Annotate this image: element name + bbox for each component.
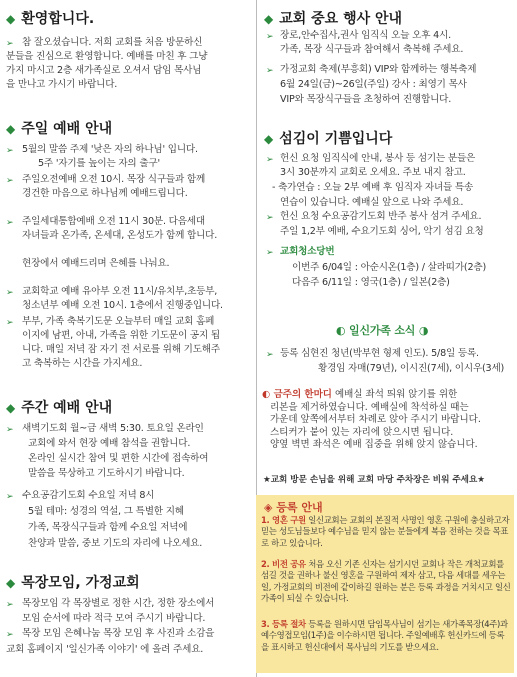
arrow-icon: ➢ (266, 213, 274, 223)
registration-box (256, 495, 514, 673)
notice-line: 예배실 좌석 띄워 앉기를 위한 (335, 389, 458, 400)
weekday-title: ◆ 주간 예배 안내 (6, 400, 113, 416)
family-news-line: 황경임 자매(79년), 이시진(7세), 이시우(3세) (318, 363, 505, 374)
events-title: ◆ 교회 중요 행사 안내 (264, 11, 403, 27)
notice-line: 스티커가 붙어 있는 자리에 앉으시면 됩니다. (270, 426, 454, 438)
welcome-line: 분들을 진심으로 환영합니다. 예배를 마친 후 그냥 (6, 51, 208, 62)
welcome-line: 참 잘오셨습니다. 저희 교회를 처음 방문하신 (22, 37, 203, 48)
arrow-icon: ➢ (266, 350, 274, 360)
weekday-line: 교회에 와서 현장 예배 참석을 권합니다. (28, 438, 191, 449)
events-line: 가정교회 축제(부흥회) VIP와 함께하는 행복축제 (280, 64, 477, 75)
weekday-line: 가족, 목장식구들과 함께 수요일 저녁에 (28, 522, 188, 533)
arrow-icon: ➢ (6, 630, 14, 640)
arrow-icon: ➢ (6, 492, 14, 502)
diamond-icon: ◆ (264, 12, 274, 26)
diamond-icon: ◆ (6, 576, 16, 590)
events-line: VIP와 목장식구들을 초청하여 진행합니다. (280, 94, 452, 105)
diamond-icon: ◆ (6, 401, 16, 415)
mokjang-title: ◆ 목장모임, 가정교회 (6, 575, 140, 591)
sunday-line: 교회학교 예배 유아부 오전 11시/유치부,초등부, (22, 286, 218, 297)
mokjang-line: 모임 순서에 따라 적극 모여 주시기 바랍니다. (22, 613, 206, 624)
events-line: 6월 24일(금)~26일(주일) 강사 : 최영기 목사 (280, 79, 467, 90)
welcome-line: 가지 마시고 2층 새가족실로 오셔서 담임 목사님 (6, 65, 202, 76)
family-news-title: ◐ 일신가족 소식 ◑ (336, 324, 429, 337)
arrow-icon: ➢ (266, 66, 274, 76)
sunday-line: 경건한 마음으로 하나님께 예배드립니다. (22, 188, 188, 199)
arrow-icon: ➢ (6, 146, 14, 156)
sunday-line: 주일오전예배 오전 10시. 목장 식구들과 함께 (22, 174, 206, 185)
serving-line: 이번주 6/04일 : 아순시온(1층) / 살라띠가(2층) (292, 262, 486, 273)
parking-note: ★교회 방문 손님을 위해 교회 마당 주차장은 비워 주세요★ (263, 475, 485, 485)
weekday-line: 새벽기도회 월~금 새벽 5:30. 토요일 온라인 (22, 423, 204, 434)
arrow-icon: ➢ (6, 218, 14, 228)
diamond-icon: ◆ (264, 132, 274, 146)
sunday-line: 5주 '자기를 높이는 자의 출구' (38, 158, 160, 169)
registration-title: ◈ 등록 안내 (264, 501, 323, 514)
events-line: 가족, 목장 식구들과 참여해서 축복해 주세요. (280, 44, 464, 55)
arrow-icon: ➢ (6, 288, 14, 298)
sunday-line: 현장에서 예배드리며 은혜를 나눠요. (22, 258, 170, 269)
sunday-line: 주일세대통합예배 오전 11시 30분. 다음세대 (22, 216, 205, 227)
mokjang-line: 목장 모임 은혜나눔 목장 모임 후 사진과 소감을 (22, 628, 215, 639)
weekday-line: 수요공감기도회 수요일 저녁 8시 (22, 490, 155, 501)
registration-paragraph: 2. 비전 공유 처음 오신 기존 신자는 섬기시던 교회나 작은 개척교회를 섬길 것을 권하나 불신 영혼을 구원하여 제자 삼고, 다음 세대를 세우는 일, 가정교회의 비전에 같이하길 원하는 분은 등록 과정을 거치시고 일신가족이 되실 수 있습니다. (261, 559, 511, 604)
weekday-line: 말씀을 묵상하고 기도하시기 바랍니다. (28, 468, 185, 479)
notice-heading: ◐ 금주의 한마디 (262, 389, 332, 400)
family-news-line: 등록 심현진 청년(박부현 형제 인도). 5/8일 등록. (280, 348, 479, 359)
serving-line: 3시 30분까지 교회로 오세요. 주보 내지 참고. (280, 167, 466, 178)
arrow-icon: ➢ (266, 248, 274, 258)
notice-line: 리본을 제거하였습니다. 예배실에 착석하실 때는 (270, 401, 469, 413)
arrow-icon: ➢ (266, 155, 274, 165)
serving-line: 다음주 6/11일 : 영국(1층) / 일본(2층) (292, 277, 450, 288)
notice-line: 양옆 벽면 좌석은 예배 집중을 위해 앉지 않습니다. (270, 439, 478, 450)
weekday-line: 5월 테마: 성경의 역설, 그 특별한 지혜 (28, 506, 184, 517)
arrow-icon: ➢ (6, 425, 14, 435)
sunday-line: 청소년부 예배 오전 10시. 1층에서 진행중입니다. (22, 300, 223, 311)
sunday-line: 니다. 매일 저녁 잠 자기 전 서로를 위해 기도해주 (22, 344, 220, 355)
events-line: 장로,안수집사,권사 임직식 오늘 오후 4시. (280, 30, 451, 41)
serving-line: 헌신 요청 수요공감기도회 반주 봉사 섬겨 주세요. (280, 211, 482, 222)
serving-line: 연습이 있습니다. 예배실 앞으로 나와 주세요. (280, 197, 464, 208)
registration-paragraph: 3. 등록 절차 등록을 원하시면 담임목사님이 섬기는 새가족목장(4주)과 예수영접모임(1주)을 이수하시면 됩니다. 주일예배후 헌신카드에 등록을 표시하고 헌신대에서 목사님의 기도를 받으세요. (261, 619, 508, 652)
arrow-icon: ➢ (6, 176, 14, 186)
serving-line: 주일 1,2부 예배, 수요기도회 싱어, 악기 섬김 요청 (280, 226, 484, 237)
arrow-icon: ➢ (6, 39, 14, 49)
serving-line: 교회청소당번 (280, 246, 335, 257)
arrow-icon: ➢ (266, 32, 274, 42)
mokjang-line: 교회 홈페이지 '일신가족 이야기' 에 올려 주세요. (6, 644, 204, 655)
weekday-line: 찬양과 말씀, 중보 기도의 자리에 나오세요. (28, 538, 203, 549)
weekly-notice (262, 389, 512, 461)
sunday-line: 이지에 남편, 아내, 가족을 위한 기도문이 공지 됩 (22, 330, 220, 341)
sunday-line: 자녀들과 온가족, 온세대, 온성도가 함께 합니다. (22, 230, 218, 241)
sunday-line: 부부, 가족 축복기도문 오늘부터 매일 교회 홈페 (22, 316, 215, 327)
serving-line: 헌신 요청 임직식에 안내, 봉사 등 섬기는 분들은 (280, 153, 476, 164)
registration-paragraph: 1. 영혼 구원 일신교회는 교회의 본질적 사명인 영혼 구원에 충실하고자 믿는 성도님들보다 예수님을 믿지 않는 분들에게 복음 전하는 것을 목표로 하고 있습니다. (261, 515, 510, 548)
notice-line: 가운데 앞쪽에서부터 차례로 앉아 주시기 바랍니다. (270, 414, 481, 425)
diamond-icon: ◆ (6, 12, 16, 26)
sunday-line: 5월의 말씀 주제 '낮은 자의 하나님' 입니다. (22, 144, 198, 155)
arrow-icon: ➢ (6, 318, 14, 328)
serving-line: - 축가연습 : 오늘 2부 예배 후 임직자 자녀들 특송 (272, 182, 474, 193)
serving-title: ◆ 섬김이 기쁨입니다 (264, 131, 393, 147)
sunday-line: 고 축복하는 시간을 가지세요. (22, 358, 143, 369)
sunday-title: ◆ 주일 예배 안내 (6, 121, 113, 137)
arrow-icon: ➢ (6, 600, 14, 610)
welcome-title: ◆ 환영합니다. (6, 11, 95, 27)
diamond-icon: ◆ (6, 122, 16, 136)
weekday-line: 온라인 실시간 참여 및 편한 시간에 접속하여 (28, 453, 209, 464)
welcome-line: 을 만나고 가시기 바랍니다. (6, 79, 118, 90)
mokjang-line: 목장모임 각 목장별로 정한 시간, 정한 장소에서 (22, 598, 215, 609)
